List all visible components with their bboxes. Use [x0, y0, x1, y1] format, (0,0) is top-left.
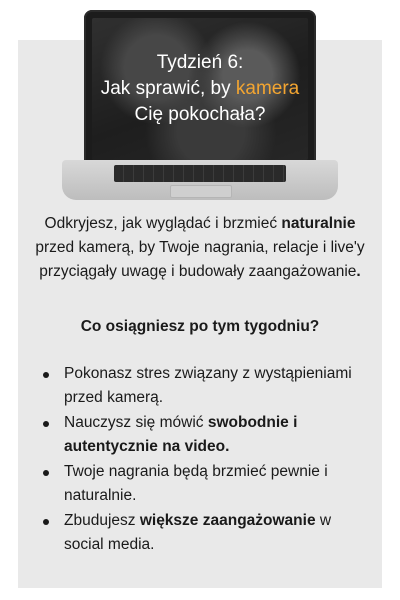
- list-item: [28, 460, 368, 508]
- bullet-icon: [43, 372, 49, 378]
- section-heading: Co osiągniesz po tym tygodniu?: [80, 318, 320, 335]
- intro-text-1: Odkryjesz, jak wyglądać i brzmieć: [44, 215, 282, 232]
- laptop-keyboard: [114, 165, 286, 182]
- list-item: [28, 411, 368, 459]
- list-item-text: Pokonasz stres związany z wystąpieniami przed kamerą.: [64, 365, 352, 406]
- laptop-screen: [92, 18, 308, 160]
- benefits-list: [28, 362, 368, 558]
- list-item: [28, 509, 368, 557]
- bullet-icon: [43, 519, 49, 525]
- bullet-icon: [43, 421, 49, 427]
- intro-bold-end: .: [356, 263, 361, 280]
- list-item-text: w social media.: [64, 512, 332, 553]
- list-item-text: Twoje nagrania będą brzmieć pewnie i naturalnie.: [64, 463, 328, 504]
- list-item-bold: swobodnie i autentycznie na video.: [64, 414, 298, 455]
- laptop-lid: [84, 10, 316, 164]
- laptop-illustration: [62, 0, 338, 200]
- list-item: [28, 362, 368, 410]
- intro-bold-1: naturalnie: [281, 215, 356, 232]
- list-item-bold: większe zaangażowanie: [139, 512, 316, 529]
- week-number: Tydzień 6:: [156, 52, 244, 73]
- intro-text-2: przed kamerą, by Twoje nagrania, relacje i live'y przyciągały uwagę i budowały zaangażowanie: [35, 239, 365, 280]
- title-line-3: Cię pokochała?: [134, 104, 266, 125]
- title-line-2-text: Jak sprawić, by: [100, 78, 236, 99]
- list-item-text: Nauczysz się mówić: [64, 414, 208, 431]
- intro-paragraph: [28, 212, 372, 284]
- list-item-text: Zbudujesz: [64, 512, 140, 529]
- title-highlight: kamera: [235, 78, 300, 99]
- title-line-2: [101, 76, 300, 102]
- week-title: [92, 18, 308, 160]
- bullet-icon: [43, 470, 49, 476]
- laptop-trackpad: [170, 185, 232, 198]
